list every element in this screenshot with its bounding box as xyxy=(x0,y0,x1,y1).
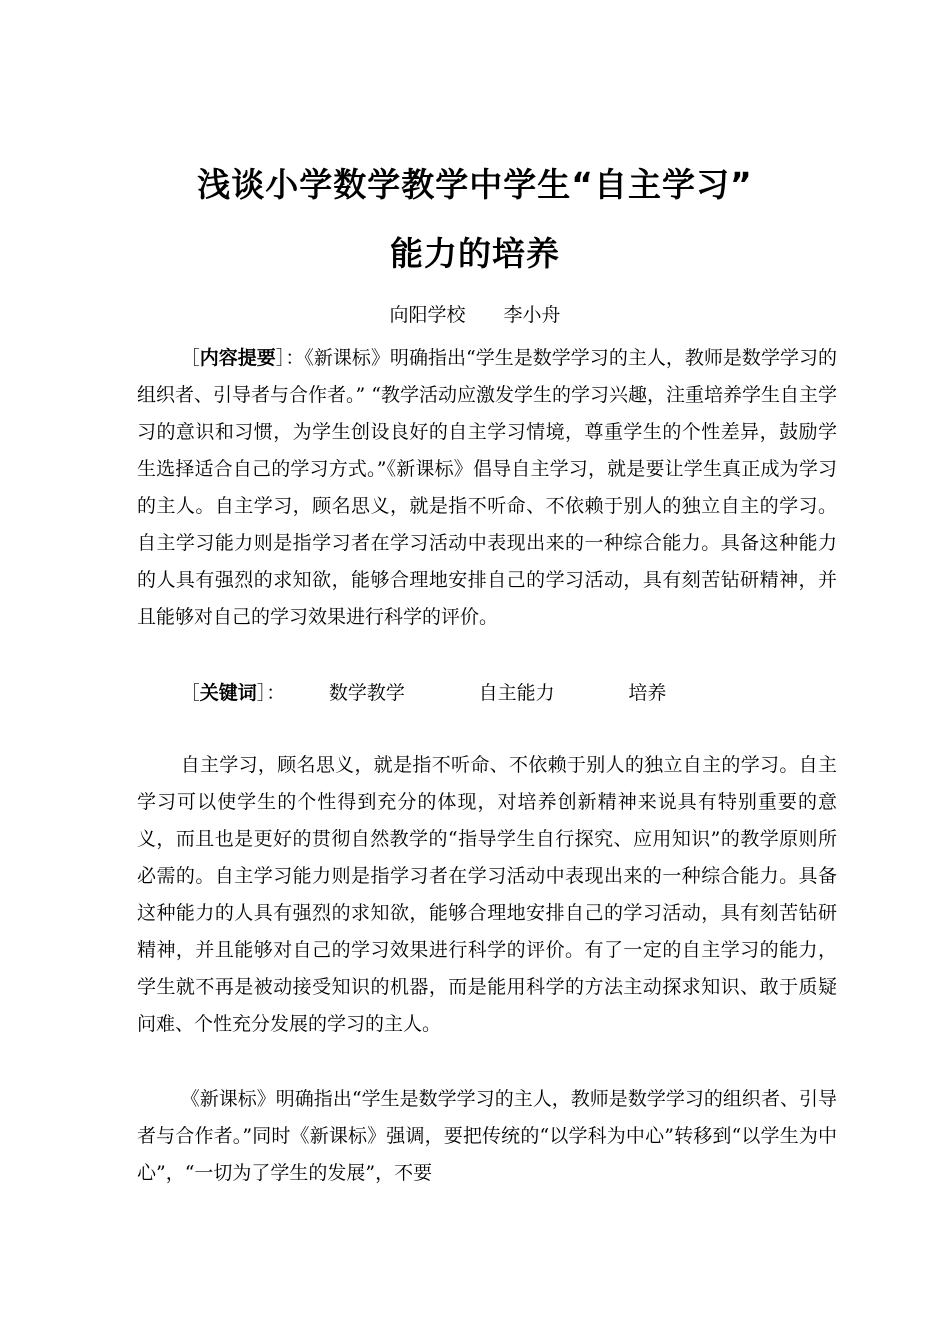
keywords-label: 关键词 xyxy=(199,682,257,704)
keyword-item: 培养 xyxy=(628,682,667,704)
title-line-2: 能力的培养 xyxy=(390,234,560,273)
body-paragraph-1: 自主学习，顾名思义，就是指不听命、不依赖于别人的独立自主的学习。自主学习可以使学生的个性得到充分的体现，对培养创新精神来说具有特别重要的意义，而且也是更好的贯彻自然教学的“指导学生自行探究、应用知识”的教学原则所必需的。自主学习能力则是指学习者在学习活动中表现出来的一种综合能力。具备这种能力的人具有强烈的求知欲，能够合理地安排自己的学习活动，具有刻苦钻研精神，并且能够对自己的学习效果进行科学的评价。有了一定的自主学习的能力，学生就不再是被动接受知识的机器，而是能用科学的方法主动探求知识、敢于质疑问难、个性充分发展的学习的主人。 xyxy=(137,754,837,1035)
abstract-paragraph xyxy=(137,340,837,636)
keyword-item: 自主能力 xyxy=(478,682,555,704)
title-line-1: 浅谈小学数学教学中学生“自主学习” xyxy=(197,165,753,204)
abstract-bracket-close: ］： xyxy=(275,347,305,369)
body-paragraph-2: 《新课标》明确指出“学生是数学学习的主人，教师是数学学习的组织者、引导者与合作者。”同时《新课标》强调，要把传统的“以学科为中心”转移到“以学生为中心”，“一切为了学生的发展”，不要 xyxy=(137,1088,837,1184)
abstract-label: 内容提要 xyxy=(199,347,276,369)
author-name: 李小舟 xyxy=(503,304,561,326)
abstract-text: 《新课标》明确指出“学生是数学学习的主人，教师是数学学习的组织者、引导者与合作者。” “教学活动应激发学生的学习兴趣，注重培养学生自主学习的意识和习惯，为学生创设良好的自主学习情境，尊重学生的个性差异，鼓励学生选择适合自己的学习方式。”《新课标》倡导自主学习，就是要让学生真正成为学习的主人。自主学习，顾名思义，就是指不听命、不依赖于别人的独立自主的学习。自主学习能力则是指学习者在学习活动中表现出来的一种综合能力。具备这种能力的人具有强烈的求知欲，能够合理地安排自己的学习活动，具有刻苦钻研精神，并且能够对自己的学习效果进行科学的评价。 xyxy=(137,347,837,628)
keywords-paragraph xyxy=(137,675,837,712)
keywords-bracket-open: ［ xyxy=(180,682,200,704)
author-line xyxy=(0,300,950,330)
keywords-bracket-close: ］： xyxy=(256,682,286,704)
keyword-item: 数学教学 xyxy=(328,682,405,704)
school-name: 向阳学校 xyxy=(389,304,466,326)
abstract-bracket-open: ［ xyxy=(180,347,200,369)
